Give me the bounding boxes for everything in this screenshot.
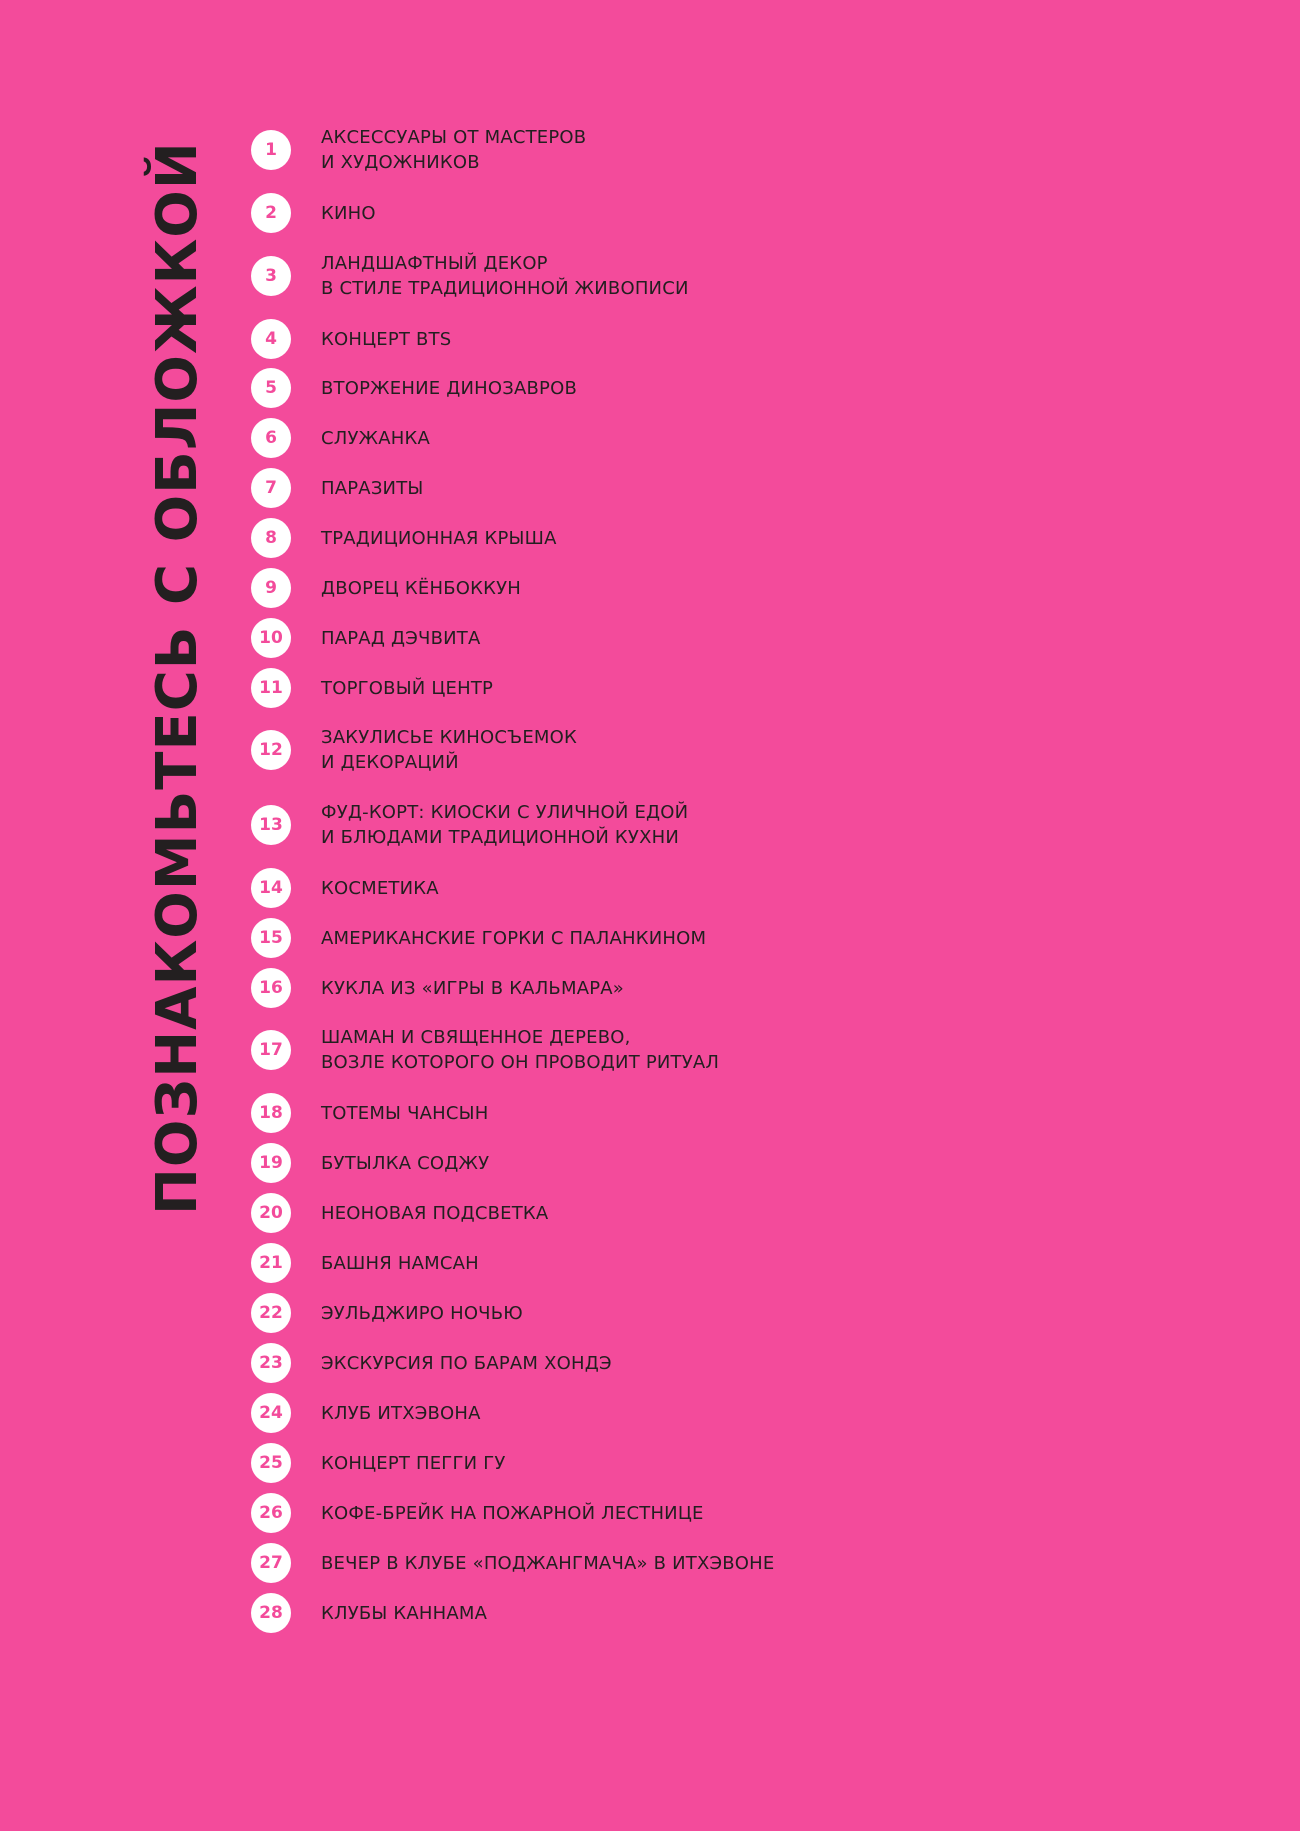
item-number-badge: 17	[251, 1030, 291, 1070]
list-item	[251, 191, 376, 235]
list-item	[251, 366, 577, 410]
list-item	[251, 1341, 612, 1385]
item-number-badge: 11	[251, 668, 291, 708]
item-number-badge: 8	[251, 518, 291, 558]
list-item	[251, 803, 688, 847]
item-label: КОНЦЕРТ ПЕГГИ ГУ	[321, 1452, 506, 1474]
item-number-badge: 20	[251, 1193, 291, 1233]
item-label: АКСЕССУАРЫ ОТ МАСТЕРОВ И ХУДОЖНИКОВ	[321, 127, 587, 173]
list-item	[251, 1291, 523, 1335]
list-item	[251, 516, 557, 560]
item-label: ТРАДИЦИОННАЯ КРЫША	[321, 527, 557, 549]
list-item	[251, 1091, 488, 1135]
item-label: ПАРАД ДЭЧВИТА	[321, 627, 481, 649]
list-item	[251, 1391, 481, 1435]
list-item	[251, 254, 689, 298]
item-number-badge: 1	[251, 130, 291, 170]
item-label: ПАРАЗИТЫ	[321, 477, 424, 499]
item-label: ЭКСКУРСИЯ ПО БАРАМ ХОНДЭ	[321, 1352, 612, 1374]
item-label: БУТЫЛКА СОДЖУ	[321, 1152, 490, 1174]
item-label: АМЕРИКАНСКИЕ ГОРКИ С ПАЛАНКИНОМ	[321, 927, 707, 949]
list-item	[251, 1191, 548, 1235]
item-label: ШАМАН И СВЯЩЕННОЕ ДЕРЕВО, ВОЗЛЕ КОТОРОГО ОН ПРОВОДИТ РИТУАЛ	[321, 1027, 720, 1073]
item-number-badge: 6	[251, 418, 291, 458]
list-item	[251, 1141, 489, 1185]
item-label: БАШНЯ НАМСАН	[321, 1252, 479, 1274]
item-number-badge: 21	[251, 1243, 291, 1283]
item-number-badge: 9	[251, 568, 291, 608]
list-item	[251, 728, 577, 772]
list-item	[251, 666, 493, 710]
item-label: КОФЕ-БРЕЙК НА ПОЖАРНОЙ ЛЕСТНИЦЕ	[321, 1502, 704, 1524]
item-label: КОНЦЕРТ BTS	[321, 328, 452, 350]
item-label: ДВОРЕЦ КЁНБОККУН	[321, 577, 521, 599]
item-label: НЕОНОВАЯ ПОДСВЕТКА	[321, 1202, 549, 1224]
item-number-badge: 10	[251, 618, 291, 658]
item-number-badge: 24	[251, 1393, 291, 1433]
list-item	[251, 416, 430, 460]
list-item	[251, 1541, 775, 1585]
item-number-badge: 4	[251, 319, 291, 359]
item-label: СЛУЖАНКА	[321, 427, 431, 449]
item-number-badge: 2	[251, 193, 291, 233]
item-label: КОСМЕТИКА	[321, 877, 439, 899]
item-number-badge: 19	[251, 1143, 291, 1183]
list-item	[251, 566, 521, 610]
page-title: ПОЗНАКОМЬТЕСЬ С ОБЛОЖКОЙ	[145, 141, 210, 1215]
item-number-badge: 26	[251, 1493, 291, 1533]
item-label: ВТОРЖЕНИЕ ДИНОЗАВРОВ	[321, 377, 578, 399]
list-item	[251, 1241, 479, 1285]
item-number-badge: 15	[251, 918, 291, 958]
item-label: КУКЛА ИЗ «ИГРЫ В КАЛЬМАРА»	[321, 977, 625, 999]
item-number-badge: 13	[251, 805, 291, 845]
item-label: ЗАКУЛИСЬЕ КИНОСЪЕМОК И ДЕКОРАЦИЙ	[321, 727, 577, 773]
item-number-badge: 18	[251, 1093, 291, 1133]
list-item	[251, 1441, 506, 1485]
item-label: ВЕЧЕР В КЛУБЕ «ПОДЖАНГМАЧА» В ИТХЭВОНЕ	[321, 1552, 775, 1574]
item-number-badge: 5	[251, 368, 291, 408]
item-label: ТОТЕМЫ ЧАНСЫН	[321, 1102, 489, 1124]
list-item	[251, 317, 451, 361]
item-number-badge: 3	[251, 256, 291, 296]
item-number-badge: 14	[251, 868, 291, 908]
item-number-badge: 7	[251, 468, 291, 508]
item-label: КЛУБ ИТХЭВОНА	[321, 1402, 481, 1424]
item-number-badge: 12	[251, 730, 291, 770]
item-number-badge: 27	[251, 1543, 291, 1583]
list-item	[251, 916, 706, 960]
list-item	[251, 966, 624, 1010]
list-item	[251, 1491, 704, 1535]
item-label: ТОРГОВЫЙ ЦЕНТР	[321, 677, 494, 699]
list-item	[251, 866, 439, 910]
item-number-badge: 28	[251, 1593, 291, 1633]
item-label: ЭУЛЬДЖИРО НОЧЬЮ	[321, 1302, 523, 1324]
list-item	[251, 1591, 487, 1635]
item-label: КЛУБЫ КАННАМА	[321, 1602, 488, 1624]
item-number-badge: 25	[251, 1443, 291, 1483]
list-item	[251, 466, 424, 510]
list-item	[251, 128, 586, 172]
item-number-badge: 16	[251, 968, 291, 1008]
item-label: ЛАНДШАФТНЫЙ ДЕКОР В СТИЛЕ ТРАДИЦИОННОЙ ЖИВОПИСИ	[321, 253, 689, 299]
item-number-badge: 23	[251, 1343, 291, 1383]
item-number-badge: 22	[251, 1293, 291, 1333]
item-label: КИНО	[321, 202, 376, 224]
list-item	[251, 1028, 719, 1072]
list-item	[251, 616, 481, 660]
item-label: ФУД-КОРТ: КИОСКИ С УЛИЧНОЙ ЕДОЙ И БЛЮДАМИ ТРАДИЦИОННОЙ КУХНИ	[321, 802, 689, 848]
